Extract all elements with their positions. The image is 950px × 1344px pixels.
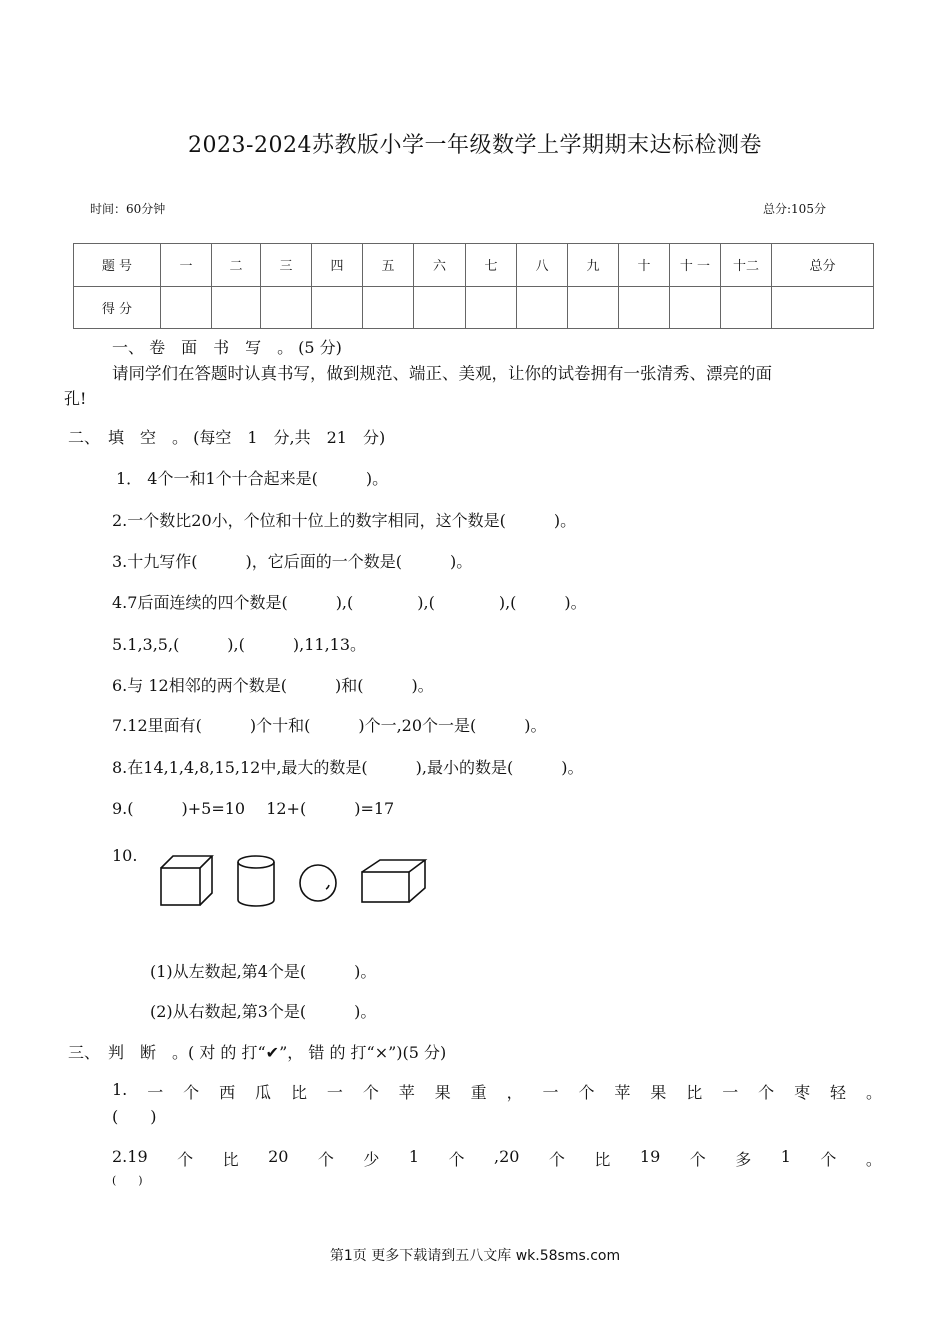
header-cell: 十二 xyxy=(721,244,772,287)
header-cell: 六 xyxy=(414,244,466,287)
judge-char: 。 xyxy=(865,1083,882,1102)
judge-char: 瓜 xyxy=(255,1083,272,1102)
judge-char: 一 xyxy=(542,1083,559,1102)
header-cell: 八 xyxy=(517,244,568,287)
score-table-score-row xyxy=(74,286,874,329)
judge-char: 个 xyxy=(448,1150,465,1169)
judge-char: ， xyxy=(506,1083,523,1102)
score-cell[interactable] xyxy=(670,286,721,329)
fill-question-10-1: (1)从左数起,第4个是( )。 xyxy=(150,962,377,981)
sphere-shape xyxy=(300,865,336,901)
judge-char: 个 xyxy=(183,1083,200,1102)
judge-char: 2.19 xyxy=(112,1147,148,1166)
score-cell[interactable] xyxy=(161,286,212,329)
judge-answer-1[interactable]: ( ) xyxy=(112,1107,157,1126)
judge-char: 果 xyxy=(434,1083,451,1102)
judge-char: 果 xyxy=(650,1083,667,1102)
score-cell[interactable] xyxy=(466,286,517,329)
score-cell[interactable] xyxy=(721,286,772,329)
cube-shape xyxy=(161,856,212,905)
judge-char: 个 xyxy=(820,1150,837,1169)
score-cell[interactable] xyxy=(517,286,568,329)
row-label: 题 号 xyxy=(74,244,161,287)
score-cell[interactable] xyxy=(414,286,466,329)
judge-char: 个 xyxy=(177,1150,194,1169)
row-label: 得 分 xyxy=(74,286,161,329)
judge-char: 1. xyxy=(112,1080,128,1099)
judge-char: 个 xyxy=(689,1150,706,1169)
score-cell[interactable] xyxy=(772,286,874,329)
judge-char: 一 xyxy=(326,1083,343,1102)
judge-char: 多 xyxy=(735,1150,752,1169)
judge-char: 重 xyxy=(470,1083,487,1102)
section-2-heading: 二、 填 空 。 (每空 1 分,共 21 分) xyxy=(68,428,386,447)
judge-char: 一 xyxy=(722,1083,739,1102)
judge-char: 苹 xyxy=(614,1083,631,1102)
judge-char: 20 xyxy=(268,1147,289,1166)
header-cell: 三 xyxy=(261,244,312,287)
section-1-heading: 一、 卷 面 书 写 。 (5 分) xyxy=(112,338,342,357)
fill-question-6: 6.与 12相邻的两个数是( )和( )。 xyxy=(112,676,434,695)
cuboid-shape xyxy=(362,860,425,902)
header-cell: 七 xyxy=(466,244,517,287)
exam-time: 时间：60分钟 xyxy=(90,202,166,216)
score-cell[interactable] xyxy=(568,286,619,329)
judge-char: 个 xyxy=(548,1150,565,1169)
judge-char: 个 xyxy=(317,1150,334,1169)
judge-char: 1 xyxy=(408,1147,420,1166)
judge-char: 个 xyxy=(362,1083,379,1102)
section-3-heading: 三、 判 断 。( 对 的 打“✔”， 错 的 打“×”)(5 分) xyxy=(68,1043,447,1062)
fill-question-5: 5.1,3,5,( ),( ),11,13。 xyxy=(112,635,367,654)
exam-total-score: 总分:105分 xyxy=(763,202,826,216)
judge-char: 少 xyxy=(363,1150,380,1169)
judge-char: ,20 xyxy=(494,1147,520,1166)
fill-question-7: 7.12里面有( )个十和( )个一,20个一是( )。 xyxy=(112,716,547,735)
judge-char: 比 xyxy=(594,1150,611,1169)
score-cell[interactable] xyxy=(619,286,670,329)
header-cell: 五 xyxy=(363,244,414,287)
judge-char: 比 xyxy=(686,1083,703,1102)
judge-char: 枣 xyxy=(794,1083,811,1102)
judge-answer-2[interactable]: ( ) xyxy=(112,1174,143,1187)
section-1-body: 请同学们在答题时认真书写，做到规范、端正、美观，让你的试卷拥有一张清秀、漂亮的面 xyxy=(112,364,772,383)
header-cell: 十 一 xyxy=(670,244,721,287)
fill-question-3: 3.十九写作( )，它后面的一个数是( )。 xyxy=(112,552,473,571)
section-1-body-cont: 孔! xyxy=(64,389,87,408)
score-table-header-row xyxy=(74,244,874,287)
judge-question-1 xyxy=(112,1080,882,1103)
judge-char: 1 xyxy=(780,1147,791,1166)
fill-question-10-number: 10. xyxy=(112,846,138,865)
judge-char: 西 xyxy=(219,1083,236,1102)
judge-char: 个 xyxy=(578,1083,595,1102)
fill-question-9: 9.( )+5=10 12+( )=17 xyxy=(112,799,395,818)
header-cell: 总分 xyxy=(772,244,874,287)
score-cell[interactable] xyxy=(212,286,261,329)
judge-char: 轻 xyxy=(830,1083,847,1102)
header-cell: 九 xyxy=(568,244,619,287)
cylinder-shape xyxy=(238,856,274,906)
judge-question-2 xyxy=(112,1147,882,1170)
score-cell[interactable] xyxy=(261,286,312,329)
page-title: 2023-2024苏教版小学一年级数学上学期期末达标检测卷 xyxy=(188,133,762,158)
header-cell: 二 xyxy=(212,244,261,287)
judge-char: 比 xyxy=(222,1150,239,1169)
header-cell: 十 xyxy=(619,244,670,287)
fill-question-4: 4.7后面连续的四个数是( ),( ),( ),( )。 xyxy=(112,593,587,612)
fill-question-2: 2.一个数比20小，个位和十位上的数字相同，这个数是( )。 xyxy=(112,511,577,530)
judge-char: 19 xyxy=(639,1147,661,1166)
fill-question-10-2: (2)从右数起,第3个是( )。 xyxy=(150,1002,377,1021)
score-cell[interactable] xyxy=(363,286,414,329)
score-table xyxy=(73,243,874,329)
solid-shapes-figure xyxy=(155,850,435,912)
header-cell: 一 xyxy=(161,244,212,287)
fill-question-1: 1． 4个一和1个十合起来是( )。 xyxy=(116,469,389,488)
judge-char: 个 xyxy=(758,1083,775,1102)
judge-char: 一 xyxy=(147,1083,164,1102)
fill-question-8: 8.在14,1,4,8,15,12中,最大的数是( ),最小的数是( )。 xyxy=(112,758,584,777)
header-cell: 四 xyxy=(312,244,363,287)
score-cell[interactable] xyxy=(312,286,363,329)
judge-char: 。 xyxy=(865,1150,882,1169)
page-footer: 第1页 更多下载请到五八文库 wk.58sms.com xyxy=(329,1248,621,1264)
judge-char: 苹 xyxy=(398,1083,415,1102)
judge-char: 比 xyxy=(290,1083,307,1102)
